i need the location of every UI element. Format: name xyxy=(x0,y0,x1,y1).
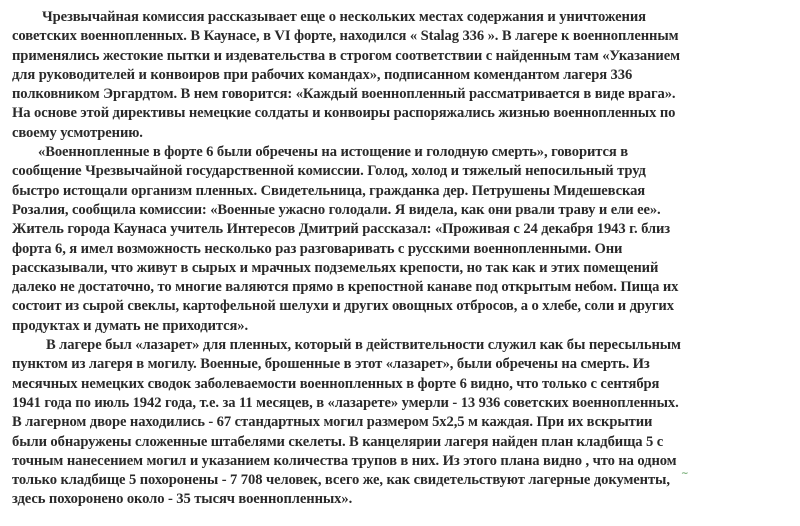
text-line: В лагере был «лазарет» для пленных, который в действительности служил как бы пересыльным xyxy=(46,337,681,354)
text-line: быстро истощали организм пленных. Свидетельница, гражданка дер. Петрушены Мидешевская xyxy=(12,182,646,199)
text-line: состоит из сырой свеклы, картофельной шелухи и других овощных отбросов, а о хлебе, соли и других xyxy=(12,298,674,315)
text-line: полковником Эргардтом. В нем говорится: «Каждый военнопленный рассматривается в виде врага». xyxy=(12,86,676,103)
text-line: месячных немецких сводок заболеваемости военнопленных в форте 6 видно, что только с сентября xyxy=(12,375,660,392)
text-line: форта 6, я имел возможность несколько раз разговаривать с русскими военнопленными. Они xyxy=(12,240,623,257)
text-line: «Военнопленные в форте 6 были обречены на истощение и голодную смерть», говорится в xyxy=(38,144,629,161)
text-line: для руководителей и конвоиров при рабочих командах», подписанном комендантом лагеря 336 xyxy=(12,66,633,83)
text-line: пунктом из лагеря в могилу. Военные, брошенные в этот «лазарет», были обречены на смерть. Из xyxy=(12,356,650,373)
text-line: только кладбище 5 похоронены - 7 708 человек, всего же, как свидетельствуют лагерные документы, xyxy=(12,472,670,489)
text-line: Житель города Каунаса учитель Интересов Дмитрий рассказал: «Проживая с 24 декабря 1943 г. близ xyxy=(12,221,671,238)
text-line: В лагерном дворе находились - 67 стандартных могил размером 5х2,5 м каждая. При их вскрытии xyxy=(12,414,653,431)
text-line: были обнаружены сложенные штабелями скелеты. В канцелярии лагеря найден план кладбища 5 с xyxy=(12,433,664,450)
paragraph-2 xyxy=(12,143,794,336)
text-line: 1941 года по июль 1942 года, т.е. за 11 месяцев, в «лазарете» умерли - 13 936 советских военнопленных. xyxy=(12,394,679,411)
text-line: сообщение Чрезвычайной государственной комиссии. Голод, холод и тяжелый непосильный труд xyxy=(12,163,646,180)
paragraph-1 xyxy=(12,8,794,143)
text-line: На основе этой директивы немецкие солдаты и конвоиры распоряжались жизнью военнопленных по xyxy=(12,105,676,122)
text-line: рассказывали, что живут в сырых и мрачных подземельях крепости, но так как и этих помещений xyxy=(12,259,659,276)
text-line: Розалия, сообщила комиссии: «Военные ужасно голодали. Я видела, как они рвали траву и ели ее». xyxy=(12,201,661,218)
text-line: продуктах и думать не приходится». xyxy=(12,317,249,334)
paragraph-3 xyxy=(12,336,794,510)
text-line: Чрезвычайная комиссия рассказывает еще о нескольких местах содержания и уничтожения xyxy=(42,9,646,25)
text-line: здесь похоронено около - 35 тысяч военнопленных». xyxy=(12,491,353,508)
text-line: далеко не достаточно, то многие валяются прямо в крепостной канаве под открытым небом. Пища их xyxy=(12,279,679,296)
text-line: своему усмотрению. xyxy=(12,124,143,141)
text-line: точным нанесением могил и указанием количества трупов в них. Из этого плана видно , что на одном xyxy=(12,452,677,469)
text-line: применялись жестокие пытки и издевательства в строгом соответствии с найденным там «Указанием xyxy=(12,47,680,64)
spellcheck-mark: ~ xyxy=(681,469,689,479)
text-line: советских военнопленных. В Каунасе, в VI форте, находился « Stalag 336 ». В лагере к военнопленным xyxy=(12,28,679,45)
